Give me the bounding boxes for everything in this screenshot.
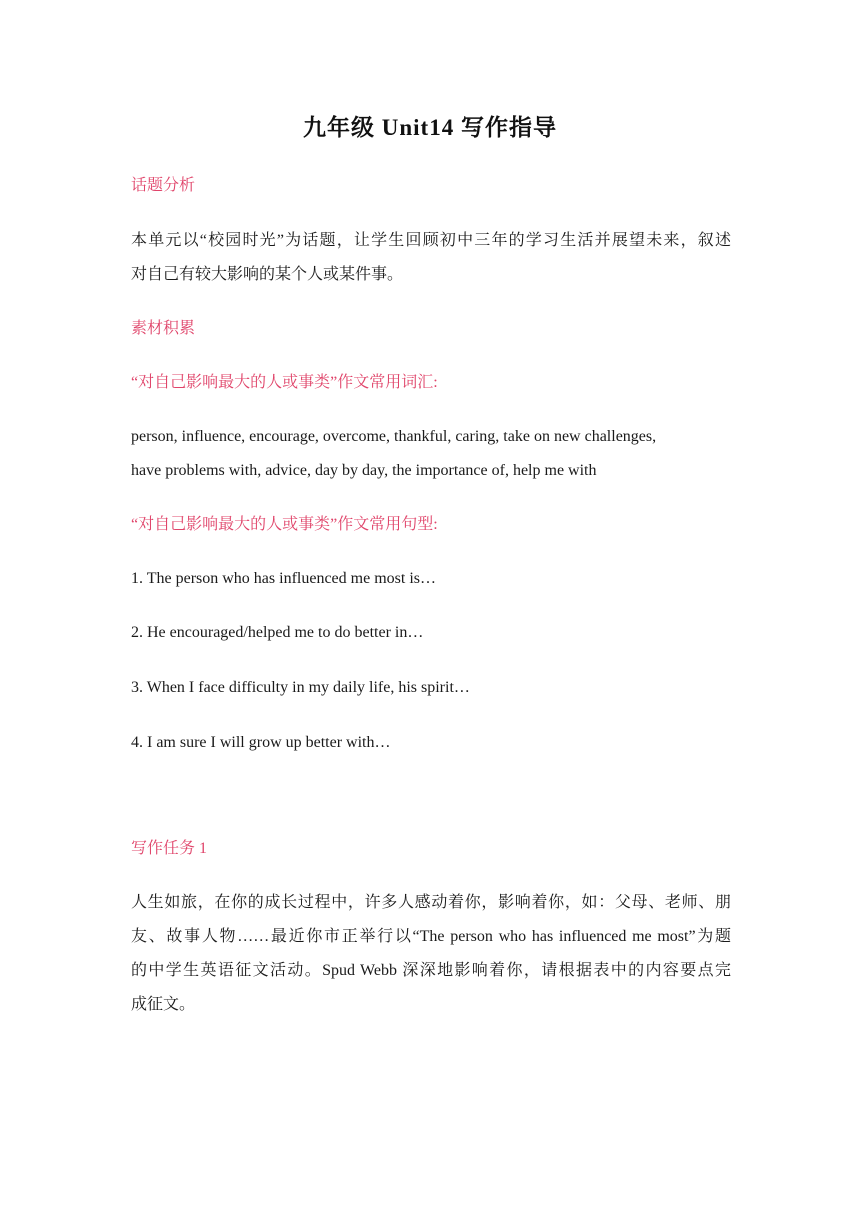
- task-text-line-2: 友、故事人物……最近你市正举行以“The person who has influenced me most”为题: [131, 928, 731, 945]
- sentence-heading: “对自己影响最大的人或事类”作文常用句型:: [131, 516, 438, 533]
- task-text-line-4: 成征文。: [131, 996, 196, 1013]
- topic-text-line-1: 本单元以“校园时光”为话题，让学生回顾初中三年的学习生活并展望未来，叙述: [131, 232, 731, 249]
- task-text-line-3: 的中学生英语征文活动。Spud Webb 深深地影响着你，请根据表中的内容要点完: [131, 962, 731, 979]
- vocab-text-line-2: have problems with, advice, day by day, the importance of, help me with: [131, 462, 597, 479]
- topic-text-line-2: 对自己有较大影响的某个人或某件事。: [131, 266, 404, 283]
- sentence-item: 4. I am sure I will grow up better with…: [131, 734, 391, 751]
- task-text-line-1: 人生如旅，在你的成长过程中，许多人感动着你，影响着你，如：父母、老师、朋: [131, 894, 731, 911]
- material-heading: 素材积累: [131, 320, 196, 337]
- vocab-text-line-1: person, influence, encourage, overcome, thankful, caring, take on new challenges,: [131, 428, 657, 445]
- sentence-item: 1. The person who has influenced me most is…: [131, 570, 436, 587]
- topic-analysis-heading: 话题分析: [131, 177, 196, 194]
- writing-task-heading: 写作任务 1: [131, 840, 208, 857]
- sentence-item: 2. He encouraged/helped me to do better in…: [131, 624, 424, 641]
- vocab-heading: “对自己影响最大的人或事类”作文常用词汇:: [131, 374, 438, 391]
- sentence-item: 3. When I face difficulty in my daily life, his spirit…: [131, 679, 470, 696]
- document-title: 九年级 Unit14 写作指导: [303, 115, 557, 140]
